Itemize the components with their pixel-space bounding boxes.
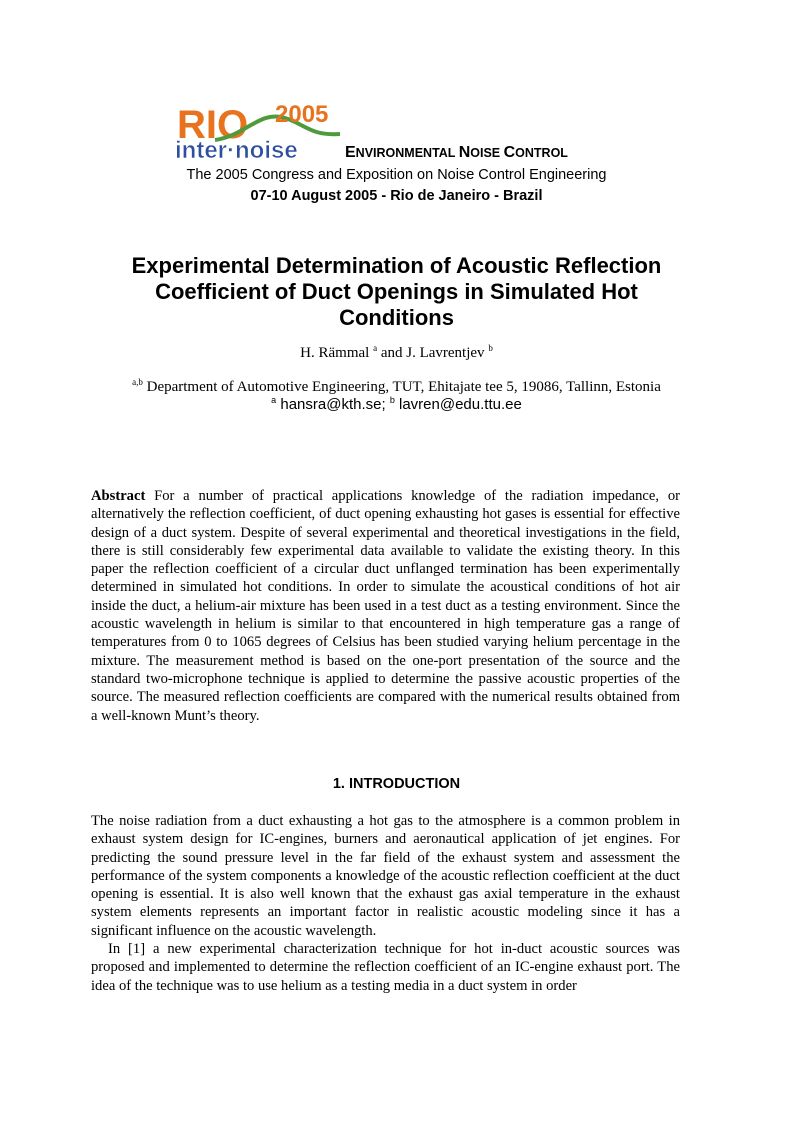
title-line: Experimental Determination of Acoustic Reflection	[131, 253, 662, 278]
author-email[interactable]: lavren@edu.ttu.ee	[394, 396, 522, 413]
intro-paragraph-1	[91, 812, 680, 940]
paragraph-text: The noise radiation from a duct exhausting a hot gas to the atmosphere is a common problem in exhaust system design for IC-engines, burners and aeronautical application of jet engines. For predicting the sound pressure level in the far field of the exhaust system and assessment the performance of the system components a knowledge of the acoustic reflection coefficient at the duct opening is essential. It is also well known that the exhaust gas axial temperature in the exhaust system elements represents an important factor in realistic acoustic modeling since it has a significant influence on the acoustic wavelength.	[91, 813, 680, 939]
author-name: J. Lavrentjev	[406, 345, 485, 361]
theme-initial-3: C	[503, 144, 516, 161]
affiliation-block	[0, 378, 793, 414]
theme-initial-1: E	[345, 144, 356, 161]
abstract-text: For a number of practical applications knowledge of the radiation impedance, or alternatively the reflection coefficient, of duct opening exhausting hot gases is essential for effective design of a duct system. Despite of several experimental and theoretical investigations in the field, there is still considerably few experimental data available to validate the existing theory. In this paper the reflection coefficient of a circular duct unflanged termination has been experimentally determined in simulated hot conditions. In order to simulate the acoustical conditions of hot air inside the duct, a helium-air mixture has been used in a test duct as a testing environment. Since the acoustic wavelength in helium is similar to that encountered in high temperature gas a range of temperatures from 0 to 1065 degrees of Celsius has been studied varying helium percentage in the mixture. The measurement method is based on the one-port presentation of the source and the standard two-microphone technique is applied to determine the passive acoustic properties of the source. The measured reflection coefficients are compared with the numerical results obtained from a well-known Munt’s theory.	[91, 488, 680, 724]
section-heading: 1. INTRODUCTION	[332, 776, 461, 792]
logo-rio-text: RIO	[177, 103, 249, 147]
paragraph-text: In [1] a new experimental characterization technique for hot in-duct acoustic sources was proposed and implemented to determine the reflection coefficient of an IC-engine exhaust port. The idea of the technique was to use helium as a testing media in a duct system in order	[91, 941, 680, 994]
author-email[interactable]: hansra@kth.se;	[276, 396, 390, 413]
author-conjunction: and	[377, 345, 407, 361]
affiliation-mark: a,b	[132, 377, 143, 387]
conference-subtitle: The 2005 Congress and Exposition on Noise Control Engineering	[186, 167, 607, 183]
paper-title	[95, 253, 698, 331]
affiliation-text: Department of Automotive Engineering, TUT, Ehitajate tee 5, 19086, Tallinn, Estonia	[142, 379, 661, 395]
title-line: Coefficient of Duct Openings in Simulated Hot	[155, 279, 638, 304]
logo-brand-text: inter·noise	[175, 137, 298, 162]
author-affiliation-mark: b	[488, 343, 493, 353]
email-line	[0, 396, 793, 414]
email-mark: b	[389, 395, 395, 405]
logo-graphic	[175, 100, 345, 162]
theme-rest-2: OISE	[470, 146, 504, 160]
author-list	[0, 345, 793, 362]
conference-dates: 07-10 August 2005 - Rio de Janeiro - Brazil	[250, 188, 543, 204]
affiliation-line	[0, 378, 793, 396]
abstract	[91, 487, 680, 725]
intro-paragraph-2	[91, 940, 680, 995]
email-mark: a	[271, 395, 277, 405]
conference-theme	[345, 144, 568, 162]
author-affiliation-mark: a	[373, 343, 378, 353]
theme-rest-3: ONTROL	[515, 146, 568, 160]
theme-rest-1: NVIRONMENTAL	[355, 146, 459, 160]
title-line: Conditions	[339, 305, 454, 330]
rio-2005-inter-noise-logo	[175, 100, 345, 162]
author-name: H. Rämmal	[300, 345, 370, 361]
logo-year-text: 2005	[275, 101, 329, 128]
abstract-label: Abstract	[91, 488, 146, 504]
theme-initial-2: N	[458, 144, 471, 161]
